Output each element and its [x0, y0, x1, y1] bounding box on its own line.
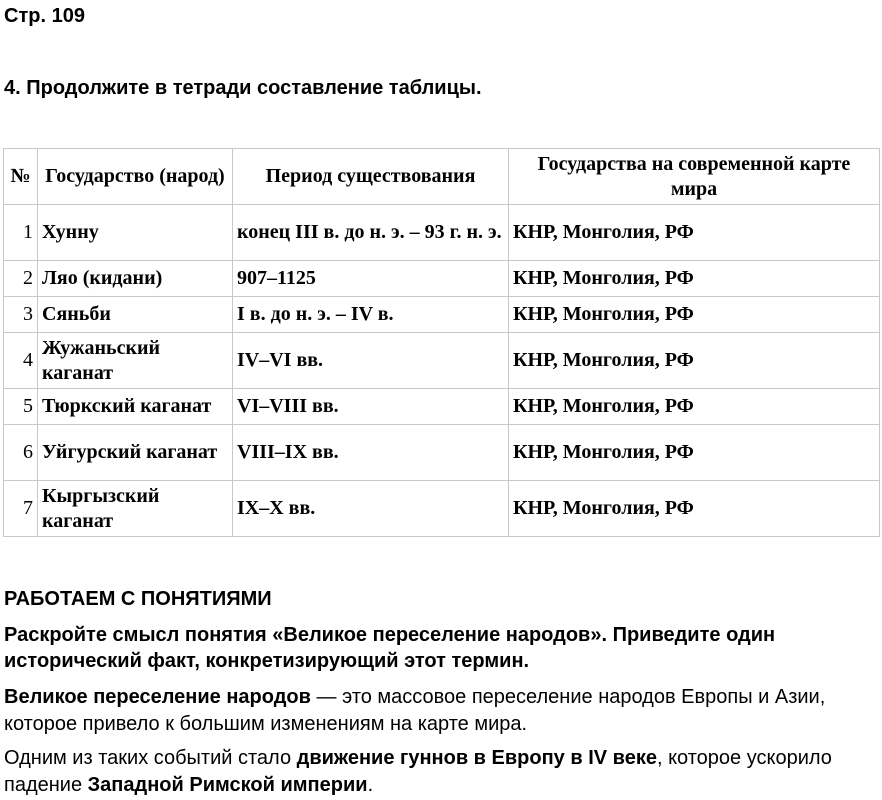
- header-state: Государство (народ): [38, 149, 233, 205]
- row-num: 1: [4, 205, 38, 261]
- table-row: [4, 333, 880, 389]
- header-period: Период существования: [233, 149, 509, 205]
- row-period: IX–X вв.: [233, 481, 509, 537]
- task-title: 4. Продолжите в тетради составление таблицы.: [4, 77, 482, 99]
- table-row: [4, 261, 880, 297]
- question-text: Раскройте смысл понятия «Великое переселение народов». Приведите один исторический факт, конкретизирующий этот термин.: [4, 624, 776, 672]
- row-modern: КНР, Монголия, РФ: [509, 481, 880, 537]
- row-num: 2: [4, 261, 38, 297]
- row-modern: КНР, Монголия, РФ: [509, 261, 880, 297]
- table-row: [4, 297, 880, 333]
- table-row: [4, 425, 880, 481]
- row-state: Сяньби: [38, 297, 233, 333]
- row-state: Ляо (кидани): [38, 261, 233, 297]
- answer-bold-1: движение гуннов в Европу в IV веке: [296, 747, 657, 769]
- answer-paragraph-1: [4, 684, 874, 738]
- row-modern: КНР, Монголия, РФ: [509, 297, 880, 333]
- row-modern: КНР, Монголия, РФ: [509, 425, 880, 481]
- row-period: 907–1125: [233, 261, 509, 297]
- row-state: Уйгурский каганат: [38, 425, 233, 481]
- section-title: РАБОТАЕМ С ПОНЯТИЯМИ: [4, 588, 272, 610]
- answer-paragraph-2: [4, 745, 874, 799]
- header-modern: Государства на современной карте мира: [509, 149, 880, 205]
- row-state: Хунну: [38, 205, 233, 261]
- row-num: 5: [4, 389, 38, 425]
- row-num: 3: [4, 297, 38, 333]
- row-period: VIII–IX вв.: [233, 425, 509, 481]
- table-row: [4, 205, 880, 261]
- row-period: IV–VI вв.: [233, 333, 509, 389]
- answer-term: Великое переселение народов: [4, 686, 311, 708]
- states-table: [3, 148, 880, 537]
- row-state: Жужаньский каганат: [38, 333, 233, 389]
- answer-bold-2: Западной Римской империи: [87, 774, 368, 796]
- header-num: №: [4, 149, 38, 205]
- row-period: I в. до н. э. – IV в.: [233, 297, 509, 333]
- row-modern: КНР, Монголия, РФ: [509, 205, 880, 261]
- answer-text-1: Одним из таких событий стало: [4, 747, 297, 769]
- row-num: 6: [4, 425, 38, 481]
- row-num: 7: [4, 481, 38, 537]
- row-modern: КНР, Монголия, РФ: [509, 389, 880, 425]
- answer-text-3: .: [367, 774, 374, 796]
- answer-text-2: , которое ускорило падение: [4, 747, 832, 796]
- page-label: Стр. 109: [4, 5, 85, 27]
- row-state: Тюркский каганат: [38, 389, 233, 425]
- row-state: Кыргызский каганат: [38, 481, 233, 537]
- row-period: VI–VIII вв.: [233, 389, 509, 425]
- table-header-row: [4, 149, 880, 205]
- table-row: [4, 389, 880, 425]
- answer-definition: — это массовое переселение народов Европы и Азии, которое привело к большим изменениям на карте мира.: [4, 686, 826, 735]
- row-modern: КНР, Монголия, РФ: [509, 333, 880, 389]
- table-row: [4, 481, 880, 537]
- row-num: 4: [4, 333, 38, 389]
- row-period: конец III в. до н. э. – 93 г. н. э.: [233, 205, 509, 261]
